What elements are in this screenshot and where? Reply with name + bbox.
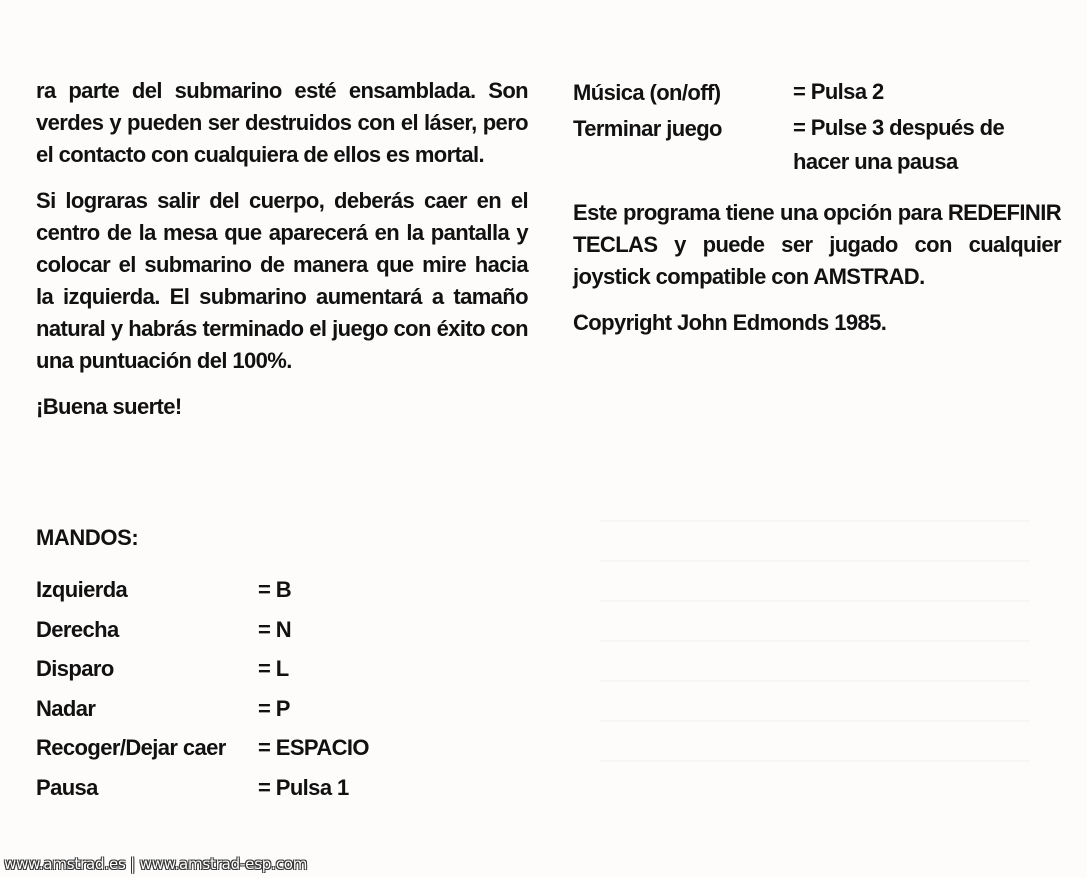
control-value: = B (258, 577, 292, 602)
control-row (36, 728, 369, 768)
control-value: = ESPACIO (258, 735, 369, 760)
left-column (36, 75, 528, 423)
option-name: Terminar juego (573, 116, 722, 141)
controls-list (36, 570, 369, 807)
controls-heading: MANDOS: (36, 525, 139, 550)
closing-text: ¡Buena suerte! (36, 394, 182, 419)
right-column (573, 197, 1061, 339)
option-value: = Pulse 3 después de hacer una pausa (793, 115, 1005, 174)
control-name: Disparo (36, 656, 114, 681)
control-value: = P (258, 695, 290, 721)
control-name: Pausa (36, 774, 98, 800)
control-value: = N (258, 616, 292, 642)
show-through-texture (600, 520, 1030, 780)
copyright-text: Copyright John Edmonds 1985. (573, 310, 887, 335)
control-row (36, 768, 369, 808)
left-paragraph-2: Si lograras salir del cuerpo, deberás caer en el centro de la mesa que aparecerá en la pantalla y colocar el submarino de manera que mire hacia la izquierda. El submarino aumentará a tamaño natural y habrás terminado el juego con éxito con una puntuación del 100%. (36, 188, 528, 373)
option-row (573, 111, 1033, 179)
control-name: Derecha (36, 616, 119, 642)
option-row (573, 75, 1033, 111)
option-name: Música (on/off) (573, 80, 721, 105)
control-row (36, 570, 369, 610)
control-row (36, 689, 369, 729)
control-row (36, 610, 369, 650)
left-paragraph-1: ra parte del submarino esté ensamblada. Son verdes y pueden ser destruidos con el láser, pero el contacto con cualquiera de ellos es mortal. (36, 78, 528, 167)
site-watermark: www.amstrad.es | www.amstrad-esp.com (4, 855, 308, 873)
right-paragraph-1: Este programa tiene una opción para REDEFINIR TECLAS y puede ser jugado con cualquier joystick compatible con AMSTRAD. (573, 200, 1061, 289)
control-name: Recoger/Dejar caer (36, 735, 226, 760)
control-name: Nadar (36, 695, 96, 721)
options-list (573, 75, 1033, 179)
control-value: = Pulsa 1 (258, 774, 349, 800)
control-value: = L (258, 656, 289, 681)
option-value: = Pulsa 2 (793, 79, 884, 104)
control-row (36, 649, 369, 689)
control-name: Izquierda (36, 577, 128, 602)
